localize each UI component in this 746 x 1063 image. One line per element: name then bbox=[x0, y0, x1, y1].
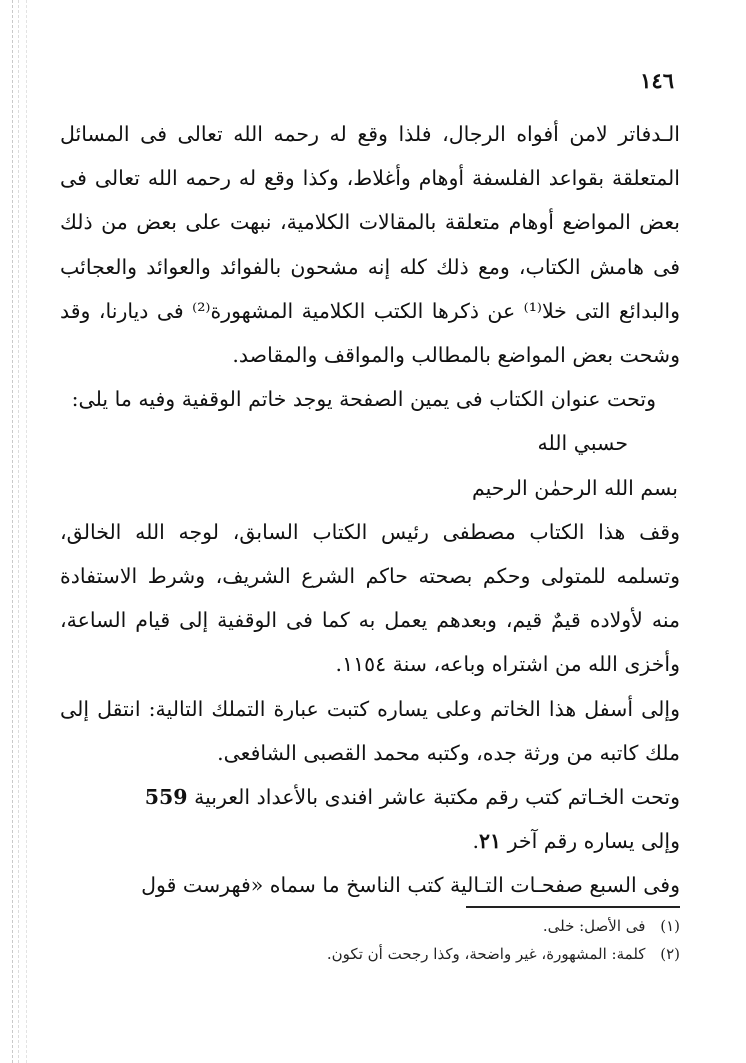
footnote-text: فى الأصل: خلى. bbox=[542, 917, 646, 935]
catalog-number: 559 bbox=[144, 785, 188, 810]
footnote-number: (٢) bbox=[660, 945, 680, 963]
seal-line-hasbi: حسبي الله bbox=[537, 431, 628, 456]
paragraph-catalog bbox=[60, 775, 680, 819]
paragraph-index: وفى السبع صفحـات التـالية كتب الناسخ ما سماه «فهرست قول bbox=[141, 873, 680, 898]
scan-margin-line bbox=[18, 0, 19, 1063]
scan-margin-line bbox=[26, 0, 27, 1063]
footnote-number: (١) bbox=[660, 917, 680, 935]
paragraph-waqf: وقف هذا الكتاب مصطفى رئيس الكتاب السابق، لوجه الله الخالق، وتسلمه للمتولى وحكم بصحته حاكم الشرع الشريف، وشرط الاستفادة منه لأولاده قيمٌ قيم، وبعدهم يعمل به كما فى الوقفية إلى قيام الساعة، وأخزى الله من اشتراه وباعه، سنة ١١٥٤. bbox=[60, 519, 680, 677]
footnote-1 bbox=[60, 912, 680, 940]
book-page bbox=[60, 60, 680, 1040]
footnotes bbox=[60, 912, 680, 968]
page-number: ١٤٦ bbox=[640, 68, 674, 93]
main-text bbox=[60, 112, 680, 908]
paragraph-intro: الـدفاتر لامن أفواه الرجال، فلذا وقع له رحمه الله تعالى فى المسائل المتعلقة بقواعد الفلسفة أوهام وأغلاط، وكذا وقع له رحمه الله تعالى فى بعض المواضع أوهام متعلقة بالمقالات الكلامية، نبهت على بعض من ذلك فى هامش الكتاب، ومع ذلك كله إنه مشحون بالفوائد والعوائد والعجائب والبدائع التى خلا⁽¹⁾ عن ذكرها الكتب الكلامية المشهورة⁽²⁾ فى ديارنا، وقد وشحت بعض المواضع بالمطالب والمواقف والمقاصد. bbox=[60, 122, 681, 368]
paragraph-left-number: وإلى يساره رقم آخر ٢١. bbox=[472, 829, 680, 854]
catalog-text: وتحت الخـاتم كتب رقم مكتبة عاشر افندى بالأعداد العربية bbox=[194, 785, 680, 810]
seal-line-basmala: بسم الله الرحمٰن الرحيم bbox=[471, 475, 678, 500]
footnote-separator bbox=[466, 906, 680, 908]
footnote-2 bbox=[60, 940, 680, 968]
left-number-text: وإلى يساره رقم آخر bbox=[507, 829, 680, 854]
left-number: ٢١ bbox=[479, 829, 502, 854]
scan-margin-line bbox=[12, 0, 13, 1063]
paragraph-ownership: وإلى أسفل هذا الخاتم وعلى يساره كتبت عبارة التملك التالية: انتقل إلى ملك كاتبه من ورثة جده، وكتبه محمد القصبى الشافعى. bbox=[60, 696, 680, 765]
paragraph-seal-location: وتحت عنوان الكتاب فى يمين الصفحة يوجد خاتم الوقفية وفيه ما يلى: bbox=[71, 387, 656, 412]
footnote-text: كلمة: المشهورة، غير واضحة، وكذا رجحت أن تكون. bbox=[326, 945, 646, 963]
